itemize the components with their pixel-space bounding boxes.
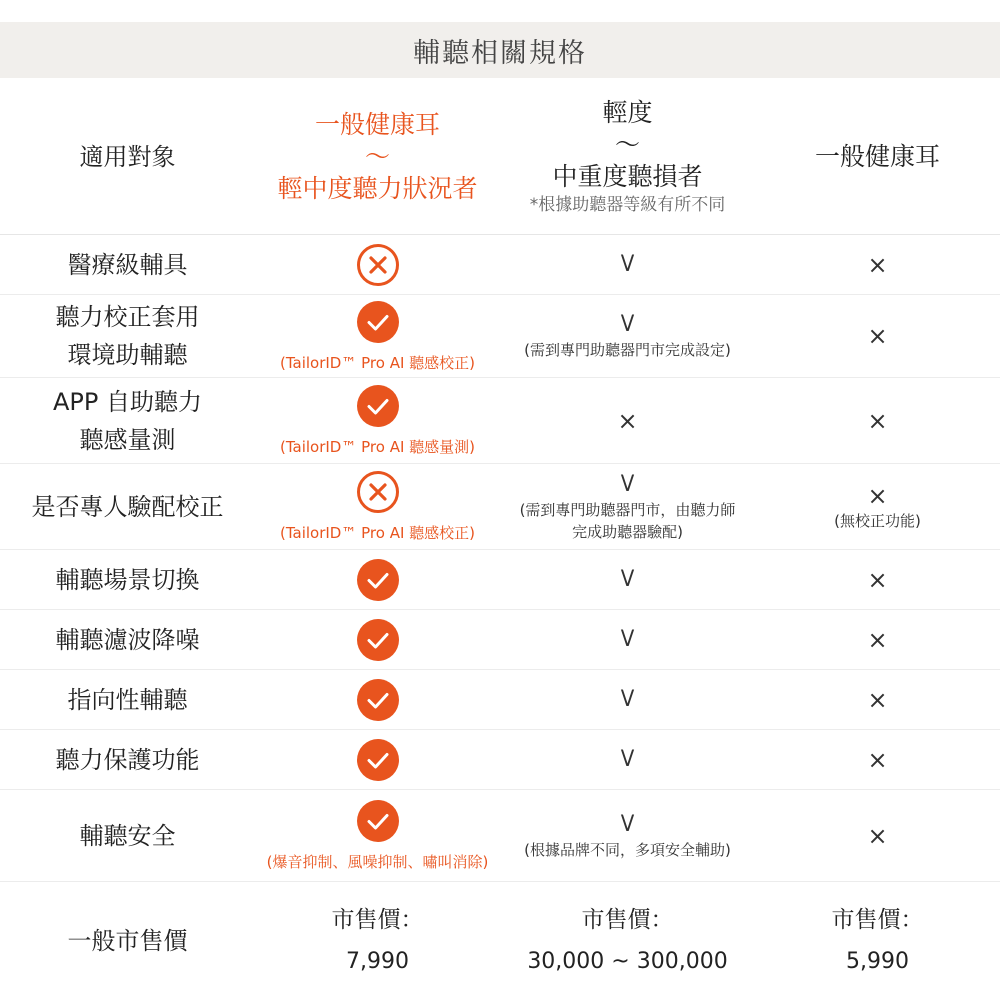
row-label-line: 指向性輔聽 — [67, 685, 188, 714]
check-circle-icon — [356, 384, 400, 428]
row-label-cell — [0, 730, 255, 789]
table-row — [0, 670, 1000, 730]
row-col2 — [500, 730, 755, 789]
row-col3 — [755, 464, 1000, 549]
row-col1 — [255, 295, 500, 377]
header-row — [0, 80, 1000, 235]
row-label-line: 環境助輔聽 — [67, 341, 188, 369]
v-mark-icon: V — [620, 251, 635, 277]
x-circle-icon — [356, 243, 400, 287]
check-circle-icon — [356, 738, 400, 782]
row-label — [68, 681, 188, 719]
row-col3 — [755, 550, 1000, 609]
row-col2 — [500, 610, 755, 669]
row-col3 — [755, 295, 1000, 377]
row-col1 — [255, 235, 500, 294]
header-col1 — [255, 80, 500, 234]
row-col2-note: (需到專門助聽器門市完成設定) — [524, 341, 731, 359]
row-col1 — [255, 378, 500, 463]
header-col1-line3: 輕中度聽力狀況者 — [277, 174, 478, 203]
row-col2 — [500, 464, 755, 549]
row-label — [32, 488, 224, 526]
row-label — [56, 741, 200, 779]
price-col1-value: 7,990 — [346, 949, 409, 974]
row-col2-note: 完成助聽器驗配) — [572, 522, 683, 541]
row-label-line: 是否專人驗配校正 — [31, 492, 224, 521]
header-col3 — [755, 80, 1000, 234]
row-col1-note: (爆音抑制、風噪抑制、嘯叫消除) — [266, 853, 489, 871]
row-label — [53, 383, 202, 459]
row-label-cell — [0, 464, 255, 549]
row-col1-note: (TailorID™ Pro AI 聽感量測) — [279, 438, 475, 456]
row-label-cell — [0, 378, 255, 463]
row-label — [68, 246, 188, 284]
row-label-line: 聽感量測 — [79, 425, 176, 454]
row-label-line: 輔聽安全 — [79, 821, 176, 850]
price-label-cell — [0, 882, 255, 1000]
price-col1 — [255, 882, 500, 1000]
cross-mark-icon: × — [867, 481, 888, 510]
price-col2 — [500, 882, 755, 1000]
row-col2 — [500, 790, 755, 881]
cross-mark-icon: × — [867, 322, 888, 350]
row-label-line: APP 自助聽力 — [53, 387, 202, 416]
price-col3 — [755, 882, 1000, 1000]
check-circle-icon — [356, 558, 400, 602]
table-row — [0, 378, 1000, 464]
row-col1-note: (TailorID™ Pro AI 聽感校正) — [279, 524, 475, 542]
row-col2 — [500, 295, 755, 377]
price-col1-caption: 市售價： — [331, 907, 424, 933]
check-circle-icon — [356, 300, 400, 344]
row-label — [56, 561, 200, 599]
row-label-cell — [0, 670, 255, 729]
v-mark-icon: V — [620, 312, 635, 337]
header-col2-note: *根據助聽器等級有所不同 — [529, 195, 726, 215]
page-title: 輔聽相關規格 — [0, 22, 1000, 78]
header-col2-line2: ～ — [614, 130, 640, 159]
row-col2 — [500, 378, 755, 463]
row-label-cell — [0, 550, 255, 609]
row-col1 — [255, 730, 500, 789]
price-col3-value: 5,990 — [846, 949, 909, 974]
row-label-line: 輔聽濾波降噪 — [55, 625, 200, 654]
cross-mark-icon: × — [867, 250, 888, 279]
header-label: 適用對象 — [79, 143, 176, 171]
price-col2-value: 30,000 ~ 300,000 — [527, 949, 728, 974]
price-col3-caption: 市售價： — [831, 907, 924, 933]
row-col3 — [755, 235, 1000, 294]
row-label — [80, 817, 176, 855]
header-col2-line1: 輕度 — [602, 98, 653, 127]
row-col2-note: (需到專門助聽器門市，由聽力師 — [519, 500, 736, 519]
cross-mark-icon: × — [867, 821, 888, 850]
table-row — [0, 610, 1000, 670]
v-mark-icon: V — [620, 566, 635, 592]
price-row — [0, 882, 1000, 1000]
check-circle-icon — [356, 678, 400, 722]
row-label-line: 輔聽場景切換 — [55, 565, 200, 594]
header-col3-line1: 一般健康耳 — [814, 142, 940, 171]
table-row — [0, 235, 1000, 295]
row-label-cell — [0, 610, 255, 669]
price-col2-caption: 市售價： — [581, 907, 674, 933]
row-label-line: 聽力校正套用 — [55, 303, 200, 331]
check-circle-icon — [356, 618, 400, 662]
cross-mark-icon: × — [867, 565, 888, 594]
row-col1 — [255, 610, 500, 669]
row-col3-note: (無校正功能) — [834, 511, 921, 530]
row-col1 — [255, 670, 500, 729]
row-col1 — [255, 550, 500, 609]
row-col1 — [255, 464, 500, 549]
table-row — [0, 550, 1000, 610]
row-label-line: 聽力保護功能 — [55, 745, 200, 774]
row-col2 — [500, 670, 755, 729]
v-mark-icon: V — [620, 626, 635, 652]
cross-mark-icon: × — [867, 406, 888, 435]
row-col1 — [255, 790, 500, 881]
row-label-cell — [0, 790, 255, 881]
header-label-cell — [0, 80, 255, 234]
v-mark-icon: V — [620, 746, 635, 772]
row-col2-note: (根據品牌不同，多項安全輔助) — [524, 840, 731, 859]
row-label — [56, 298, 200, 374]
row-label-cell — [0, 295, 255, 377]
cross-mark-icon: × — [867, 745, 888, 774]
v-mark-icon: V — [620, 686, 635, 712]
row-col3 — [755, 730, 1000, 789]
row-col2 — [500, 550, 755, 609]
v-mark-icon: V — [620, 471, 635, 497]
price-label: 一般市售價 — [67, 927, 188, 955]
row-col2 — [500, 235, 755, 294]
table-row — [0, 790, 1000, 882]
header-col1-line1: 一般健康耳 — [314, 110, 440, 139]
header-col1-line2: ～ — [364, 142, 390, 171]
table-row — [0, 295, 1000, 378]
row-col3 — [755, 378, 1000, 463]
check-circle-icon — [356, 799, 400, 843]
header-col2-line3: 中重度聽損者 — [552, 162, 703, 191]
table-row — [0, 464, 1000, 550]
cross-mark-icon: × — [617, 406, 638, 435]
cross-mark-icon: × — [867, 685, 888, 714]
v-mark-icon: V — [620, 811, 635, 837]
header-col2 — [500, 80, 755, 234]
row-col3 — [755, 610, 1000, 669]
row-col1-note: (TailorID™ Pro AI 聽感校正) — [279, 353, 475, 372]
row-col3 — [755, 670, 1000, 729]
row-label-line: 醫療級輔具 — [67, 250, 188, 279]
table-row — [0, 730, 1000, 790]
x-circle-icon — [356, 470, 400, 514]
row-col3 — [755, 790, 1000, 881]
row-label — [56, 621, 200, 659]
row-label-cell — [0, 235, 255, 294]
cross-mark-icon: × — [867, 625, 888, 654]
